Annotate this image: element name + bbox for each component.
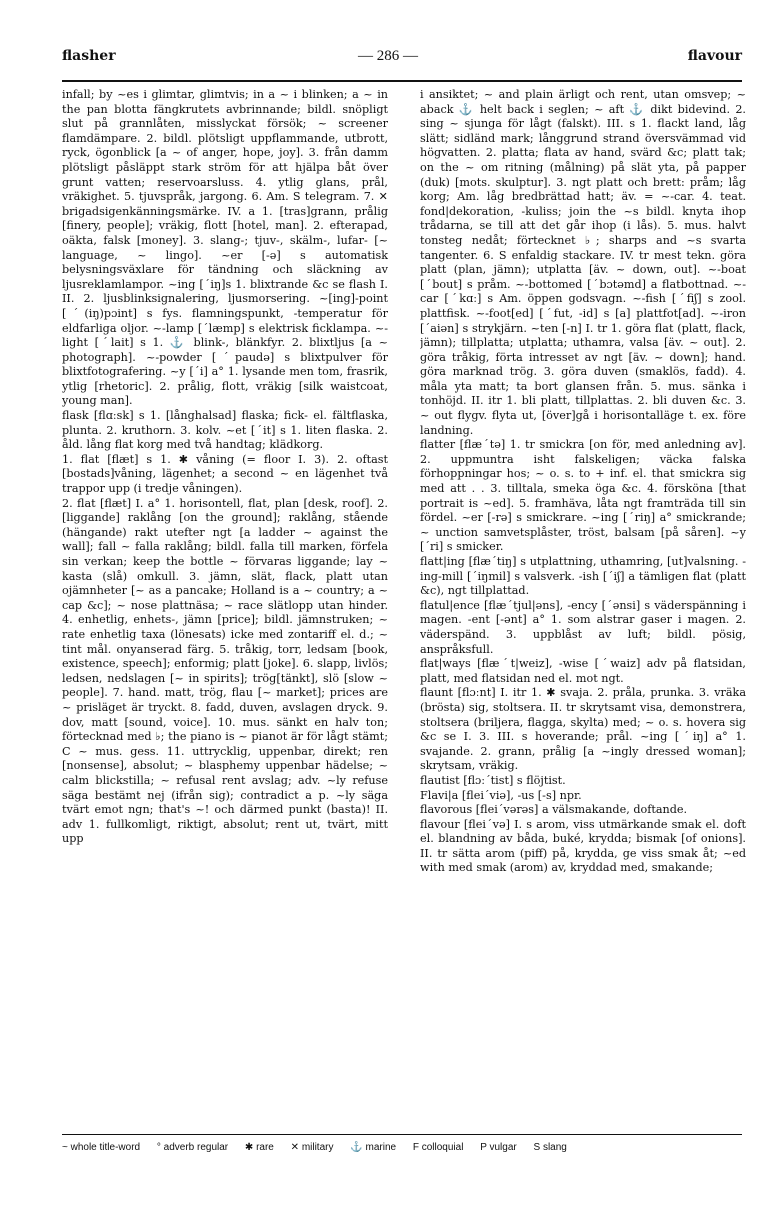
page-header: [62, 48, 742, 72]
text-columns: [62, 88, 746, 1116]
header-first-word: flasher: [62, 48, 116, 64]
entry-flat-continued: i ansiktet; ~ and plain ärligt och rent, utan omsvep; ~ aback ⚓ helt back i seglen; ~ aft ⚓ dikt bidevind. 2. sing ~ sjunga för lågt (falskt). III. s 1. flackt land, låg slätt; sidländ mark; långgrund strand översvämmad vid högvatten. 2. platta; flata av hand, svärd &c; platt tak; on the ~ om ritning (målning) på slät yta, på papper (duk) [mots. skulptur]. 3. ngt platt och brett: pråm; låg korg; Am. låg bredbrättad hatt; äv. = ~-car. 4. teat. fond|dekoration, -kuliss; join the ~s bildl. knyta ihop trådarna, se till att det går ihop (i lås). 5. mus. halvt tonsteg nedåt; förtecknet ♭; sharps and ~s svarta tangenter. 6. S enfaldig stackare. IV. tr mest tekn. göra platt (plan, jämn); utplatta [äv. ~ down, out]. ~-boat [ˊbout] s pråm. ~-bottomed [ˊbɔtəmd] a flatbottnad. ~-car [ˊkɑː] s Am. öppen godsvagn. ~-fish [ˊfiʃ] s zool. plattfisk. ~-foot[ed] [ˊfut, -id] s [a] plattfot[ad]. ~-iron [ˊaiən] s strykjärn. ~ten [-n] I. tr 1. göra flat (platt, flack, jämn); tillplatta; utplatta; uthamra, valsa [äv. ~ out]. 2. göra tråkig, förta intresset av ngt [äv. ~ down]; hand. göra marknad trög. 3. göra duven (smaklös, fadd). 4. måla yta matt; ta bort glansen från. 5. mus. sänka i tonhöjd. II. itr 1. bli platt, tillplattas. 2. bli duven &c. 3. ~ out flygv. flyta ut, [över]gå i horisontalläge t. ex. före landning.: [420, 88, 746, 437]
entry-flaunt: flaunt [flɔːnt] I. itr 1. ✱ svaja. 2. pråla, prunka. 3. vräka (brösta) sig, stoltsera. II. tr skrytsamt visa, demonstrera, stoltsera (briljera, flagga, skylta) med; ~ o. s. hovera sig &c se I. 3. III. s hoverande; prål. ~ing [ˊiŋ] a° 1. svajande. 2. grann, prålig [a ~ingly dressed woman]; skrytsam, vräkig.: [420, 686, 746, 773]
entry-flavia: Flavi|a [fleiˊviə], -us [-s] npr.: [420, 788, 582, 802]
header-rule: [62, 80, 742, 82]
right-column: [420, 88, 746, 1116]
entry-flautist: flautist [flɔːˊtist] s flöjtist.: [420, 773, 566, 787]
entry-flatter: flatter [flæˊtə] 1. tr smickra [on för, med anledning av]. 2. uppmuntra isht falskeligen; väcka falska förhoppningar hos; ~ o. s. to + inf. el. that smickra sig med att . . 3. tilltala, smeka öga &c. 4. försköna [that portrait is ~ed]. 5. framhäva, låta ngt framträda till sin fördel. ~er [-rə] s smickrare. ~ing [ˊriŋ] a° smickrande; ~ unction samvetsplåster, tröst, balsam [på såren]. ~y [ˊri] s smicker.: [420, 438, 746, 554]
legend-vulgar: P vulgar: [480, 1142, 517, 1153]
entry-flavorous: flavorous [fleiˊvərəs] a välsmakande, doftande.: [420, 803, 688, 817]
entry-flatting: flatt|ing [flæˊtiŋ] s utplattning, uthamring, [ut]valsning. -ing-mill [ˊiŋmil] s valsverk. -ish [ˊiʃ] a tämligen flat (platt &c), ngt tillplattad.: [420, 555, 746, 598]
legend-slang: S slang: [533, 1142, 567, 1153]
legend-marine: ⚓ marine: [350, 1142, 397, 1153]
dictionary-page: [62, 48, 746, 1188]
entry-flavour: flavour [fleiˊvə] I. s arom, viss utmärkande smak el. doft el. blandning av båda, buké, krydda; bismak [of onions]. II. tr sätta arom (piff) på, krydda, ge viss smak åt; ~ed with med smak (arom) av, kryddad med, smakande;: [420, 817, 746, 875]
symbol-legend: [62, 1142, 742, 1166]
entry-flask: flask [flɑːsk] s 1. [långhalsad] flaska; fick- el. fältflaska, plunta. 2. kruthorn. 3. kolv. ~et [ˊit] s 1. liten flaska. 2. åld. lång flat korg med två handtag; klädkorg.: [62, 409, 388, 452]
legend-rare: ✱ rare: [244, 1142, 274, 1153]
entry-flatways: flat|ways [flæˊt|weiz], -wise [ˊwaiz] adv på flatsidan, platt, med flatsidan ned el. mot ngt.: [420, 657, 746, 685]
entry-flash-continued: infall; by ~es i glimtar, glimtvis; in a ~ i blinken; a ~ in the pan blotta fängkrutets avbrinnande; bildl. snöpligt slut på grannlåten, misslyckat försök; ~ screener flamdämpare. 2. bildl. plötsligt uppflammande, utbrott, ryck, ögonblick [a ~ of anger, hope, joy]. 3. från damm plötsligt påsläppt stark ström för att hjälpa båt över grunt vatten; reservoarsluss. 4. ytlig glans, prål, vräkighet. 5. tjuvspråk, jargong. 6. Am. S telegram. 7. ✕ brigadsigenkänningsmärke. IV. a 1. [tras]grann, prålig [finery, people]; vräkig, flott [hotel, man]. 2. efterapad, oäkta, falsk [money]. 3. slang-; tjuv-, skälm-, lufar- [~ language, ~ lingo]. ~er [-ə] s automatisk belysningsväxlare för tändning och släckning av ljusreklamlampor. ~ing [ˊiŋ]s 1. blixtrande &c se flash I. II. 2. ljusblinksignalering, ljusmorsering. ~[ing]-point [ˊ(iŋ)pɔint] s fys. flamningspunkt, -temperatur för eldfarliga oljor. ~-lamp [ˊlæmp] s elektrisk ficklampa. ~-light [ˊlait] s 1. ⚓ blink-, blänkfyr. 2. blixtljus [a ~ photograph]. ~-powder [ˊpaudə] s blixtpulver för blixtfotografering. ~y [ˊi] a° 1. lysande men tom, frasrik, ytlig [rhetoric]. 2. prålig, flott, vräkig [silk waistcoat, young man].: [62, 88, 388, 408]
legend-adverb-regular: ° adverb regular: [156, 1142, 229, 1153]
entry-flat-1: 1. flat [flæt] s 1. ✱ våning (= floor I. 3). 2. oftast [bostads]våning, lägenhet; a second ~ en lägenhet två trappor upp (i tredje våningen).: [62, 452, 388, 496]
header-last-word: flavour: [687, 48, 742, 64]
legend-whole-title-word: ~ whole title-word: [62, 1142, 141, 1153]
entry-flatulence: flatul|ence [flæˊtjul|əns], -ency [ˊənsi] s väderspänning i magen. -ent [-ənt] a° 1. som alstrar gaser i magen. 2. väderspänd. 3. uppblåst av luft; bildl. pösig, anspråksfull.: [420, 598, 746, 656]
entry-flat-2: 2. flat [flæt] I. a° 1. horisontell, flat, plan [desk, roof]. 2. [liggande] raklång [on the ground]; raklång, stående (hängande) rakt utefter ngt [a ladder ~ against the wall]; fall ~ falla raklång; bildl. falla till marken, förfela sin verkan; keep the bottle ~ förvaras liggande; lay ~ kasta (slå) omkull. 3. jämn, slät, flack, platt utan ojämnheter [~ as a pancake; Holland is a ~ country; a ~ cap &c]; ~ nose plattnäsa; ~ race slätlopp utan hinder. 4. enhetlig, enhets-, jämn [price]; bildl. jämnstruken; ~ rate enhetlig taxa (lönesats) icke med zontariff el. d.; ~ tint mål. onyanserad färg. 5. tråkig, torr, ledsam [book, existence, speech]; enformig; platt [joke]. 6. slapp, livlös; ledsen, nedslagen [~ in spirits]; trög[tänkt], slö [slow ~ people]. 7. hand. matt, trög, flau [~ market]; prices are ~ prisläget är tryckt. 8. fadd, duven, avslagen dryck. 9. dov, matt [sound, voice]. 10. mus. sänkt en halv ton; förtecknad med ♭; the piano is ~ pianot är för lågt stämt; C ~ mus. gess. 11. uttrycklig, uppenbar, direkt; ren [nonsense], absolut; ~ blasphemy uppenbar hädelse; ~ calm blickstilla; ~ refusal rent avslag; adv. ~ly refuse säga bestämt nej (ifrån sig); contradict a p. ~ly säga tvärt emot ngn; that's ~! och därmed punkt (basta)! II. adv 1. fullkomligt, riktigt, absolut; rent ut, tvärt, mitt upp: [62, 496, 388, 846]
footer-rule: [62, 1134, 742, 1135]
legend-military: ✕ military: [290, 1142, 334, 1153]
legend-colloquial: F colloquial: [412, 1142, 464, 1153]
page-number: — 286 —: [358, 48, 418, 64]
left-column: [62, 88, 388, 1116]
